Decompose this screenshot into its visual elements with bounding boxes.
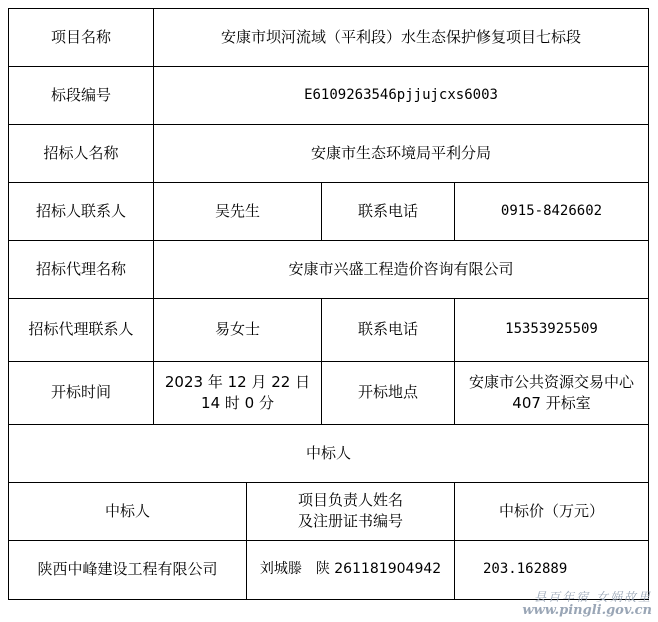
opening-row bbox=[9, 361, 648, 425]
tenderer-phone-label: 联系电话 bbox=[322, 182, 455, 240]
tenderer-contact-value: 吴先生 bbox=[154, 182, 322, 240]
agency-row bbox=[9, 240, 648, 299]
project-name-label: 项目名称 bbox=[9, 9, 154, 66]
tenderer-contact-label: 招标人联系人 bbox=[9, 182, 154, 240]
winner-header-row bbox=[9, 482, 648, 541]
manager-header bbox=[247, 482, 455, 540]
opening-place-label: 开标地点 bbox=[322, 361, 455, 424]
section-no-row bbox=[9, 66, 648, 125]
opening-time-date: 2023 年 12 月 22 日 bbox=[164, 372, 311, 391]
opening-place-line1: 安康市公共资源交易中心 bbox=[468, 372, 634, 391]
winner-header: 中标人 bbox=[9, 482, 247, 540]
tenderer-phone-value: 0915-8426602 bbox=[500, 202, 603, 219]
agency-phone-value: 15353925509 bbox=[505, 321, 598, 337]
tenderer-row bbox=[9, 124, 648, 183]
section-no-label: 标段编号 bbox=[9, 66, 154, 124]
section-no-value: E6109263546pjjujcxs6003 bbox=[304, 86, 498, 103]
opening-time-hour: 14 时 0 分 bbox=[201, 393, 274, 412]
agency-contact-value: 易女士 bbox=[154, 298, 322, 361]
agency-label: 招标代理名称 bbox=[9, 240, 154, 298]
bid-result-table bbox=[8, 8, 649, 600]
opening-place-value bbox=[455, 361, 648, 424]
price-header: 中标价（万元） bbox=[498, 501, 604, 520]
winner-value: 陕西中峰建设工程有限公司 bbox=[9, 540, 247, 599]
watermark-url: www.pingli.gov.cn bbox=[522, 603, 652, 618]
winner-section-title-row bbox=[9, 424, 648, 483]
manager-header-line2: 及注册证书编号 bbox=[297, 512, 403, 530]
watermark-slogan: 县百年宿 女娲故里 bbox=[534, 590, 652, 604]
price-value: 203.162889 bbox=[483, 561, 568, 577]
agency-value: 安康市兴盛工程造价咨询有限公司 bbox=[288, 259, 514, 278]
agency-phone-label: 联系电话 bbox=[322, 298, 455, 361]
opening-time-value bbox=[154, 361, 322, 424]
tenderer-label: 招标人名称 bbox=[9, 124, 154, 182]
opening-place-line2: 407 开标室 bbox=[512, 393, 591, 412]
manager-value: 刘城滕 陕 261181904942 bbox=[247, 540, 455, 599]
tenderer-value: 安康市生态环境局平利分局 bbox=[310, 143, 491, 162]
winner-section-title: 中标人 bbox=[305, 443, 351, 462]
project-name-row bbox=[9, 9, 648, 67]
site-watermark bbox=[522, 590, 652, 618]
opening-time-label: 开标时间 bbox=[9, 361, 154, 424]
tenderer-contact-row bbox=[9, 182, 648, 241]
agency-contact-label: 招标代理联系人 bbox=[9, 298, 154, 361]
project-name-value: 安康市坝河流域（平利段）水生态保护修复项目七标段 bbox=[220, 28, 581, 46]
agency-contact-row bbox=[9, 298, 648, 362]
manager-header-line1: 项目负责人姓名 bbox=[297, 491, 403, 509]
